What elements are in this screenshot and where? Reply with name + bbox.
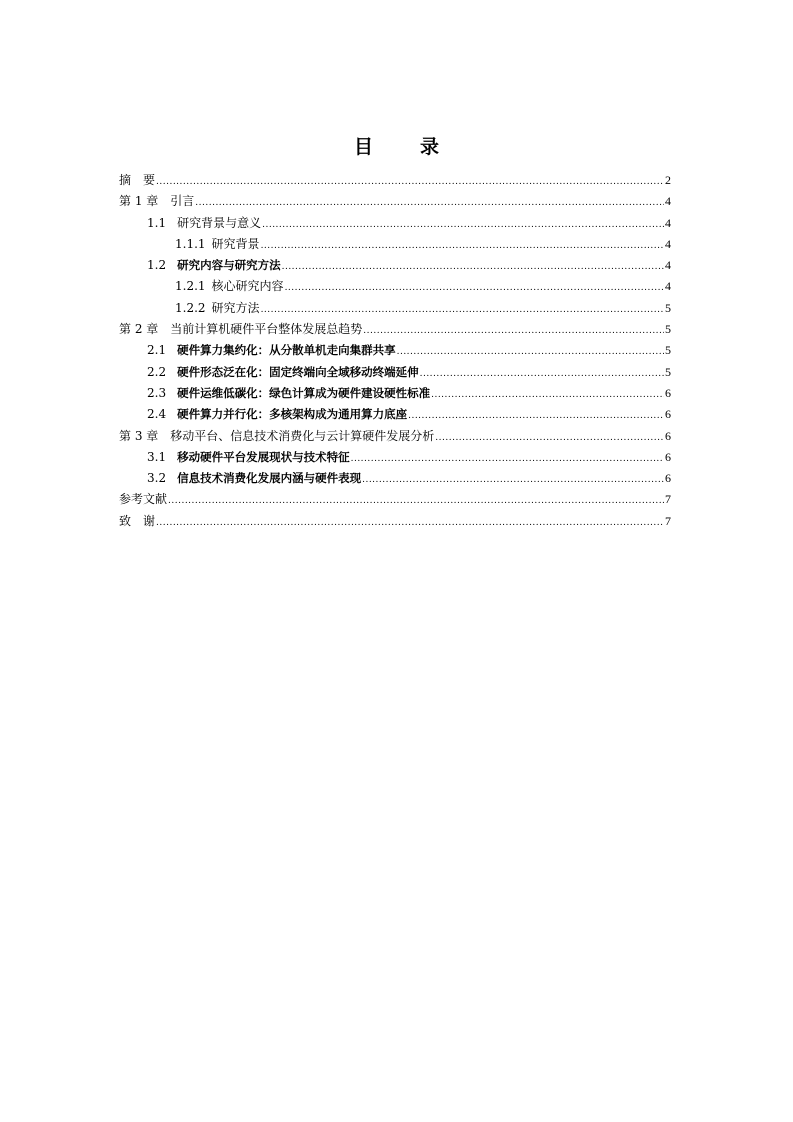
toc-entry-number: 1.2.2 [175, 300, 206, 315]
toc-entry-title: 移动硬件平台发展现状与技术特征 [177, 449, 350, 464]
toc-entry-page-number: 7 [665, 513, 671, 528]
toc-entry-page-number: 5 [665, 343, 671, 358]
toc-dot-leader [351, 449, 664, 470]
toc-title: 目 录 [353, 136, 453, 158]
toc-entry-number: 第 3 章 [119, 428, 159, 443]
toc-entry-number: 第 2 章 [119, 322, 159, 337]
toc-entry-number: 1.1 [147, 215, 167, 230]
toc-entry[interactable] [119, 170, 671, 191]
toc-entry-number: 1.2 [147, 258, 167, 273]
toc-entry-title: 核心研究内容 [211, 279, 284, 294]
toc-entry-number: 2.3 [147, 385, 167, 400]
toc-dot-leader [363, 321, 664, 342]
toc-dot-leader [261, 300, 664, 321]
toc-entry-title: 研究背景与意义 [177, 215, 262, 230]
toc-entry-page-number: 6 [665, 471, 671, 486]
toc-entry-number: 3.1 [147, 449, 167, 464]
toc-entry-page-number: 7 [665, 492, 671, 507]
toc-dot-leader [431, 385, 664, 406]
toc-dot-leader [262, 215, 664, 236]
toc-entry-title: 致 谢 [119, 513, 156, 528]
toc-dot-leader [397, 342, 664, 363]
toc-entry-page-number: 5 [665, 322, 671, 337]
toc-entry-title: 引言 [170, 194, 195, 209]
toc-entry-title: 参考文献 [119, 492, 168, 507]
toc-entry-number: 1.1.1 [175, 236, 206, 251]
toc-entry-page-number: 6 [665, 428, 671, 443]
toc-entry-title: 移动平台、信息技术消费化与云计算硬件发展分析 [170, 428, 435, 443]
toc-entry-page-number: 6 [665, 449, 671, 464]
toc-dot-leader [435, 428, 664, 449]
toc-entry[interactable] [119, 511, 671, 532]
toc-entry-page-number: 4 [665, 194, 671, 209]
toc-entry-title: 摘 要 [119, 173, 156, 187]
toc-entry-number: 第 1 章 [119, 194, 159, 209]
toc-dot-leader [362, 470, 664, 491]
toc-entry[interactable] [119, 276, 671, 297]
toc-entry-title: 硬件形态泛在化：固定终端向全域移动终端延伸 [177, 364, 419, 379]
toc-entry-page-number: 4 [665, 215, 671, 230]
toc-entry-title: 信息技术消费化发展内涵与硬件表现 [177, 471, 362, 486]
table-of-contents [119, 170, 671, 532]
toc-entry[interactable] [119, 319, 671, 340]
toc-entry-page-number: 4 [665, 258, 671, 273]
toc-entry-number: 2.1 [147, 343, 167, 358]
toc-entry-number: 1.2.1 [175, 279, 206, 294]
toc-entry-title: 当前计算机硬件平台整体发展总趋势 [170, 322, 363, 337]
toc-dot-leader [156, 172, 664, 193]
toc-entry[interactable] [119, 404, 671, 425]
toc-entry-page-number: 5 [665, 300, 671, 315]
toc-entry[interactable] [119, 468, 671, 489]
toc-entry[interactable] [119, 340, 671, 361]
toc-dot-leader [408, 406, 664, 427]
toc-dot-leader [285, 278, 664, 299]
toc-entry[interactable] [119, 191, 671, 212]
toc-entry-title: 硬件算力集约化：从分散单机走向集群共享 [177, 343, 396, 358]
toc-dot-leader [282, 257, 664, 278]
toc-entry[interactable] [119, 426, 671, 447]
toc-entry-number: 2.2 [147, 364, 167, 379]
toc-entry[interactable] [119, 213, 671, 234]
toc-entry-page-number: 4 [665, 279, 671, 294]
toc-entry-page-number: 6 [665, 407, 671, 422]
toc-entry-number: 3.2 [147, 471, 167, 486]
toc-entry[interactable] [119, 447, 671, 468]
toc-dot-leader [261, 236, 664, 257]
toc-entry-page-number: 2 [665, 173, 671, 187]
toc-dot-leader [420, 364, 664, 385]
toc-entry-number: 2.4 [147, 407, 167, 422]
toc-dot-leader [156, 513, 664, 534]
toc-dot-leader [195, 193, 664, 214]
toc-entry[interactable] [119, 362, 671, 383]
toc-entry-page-number: 6 [665, 385, 671, 400]
toc-entry[interactable] [119, 489, 671, 510]
toc-entry-page-number: 4 [665, 236, 671, 251]
toc-entry-title: 研究方法 [211, 300, 260, 315]
toc-entry[interactable] [119, 234, 671, 255]
toc-entry[interactable] [119, 255, 671, 276]
toc-entry[interactable] [119, 298, 671, 319]
toc-entry[interactable] [119, 383, 671, 404]
toc-entry-title: 硬件运维低碳化：绿色计算成为硬件建设硬性标准 [177, 385, 431, 400]
toc-entry-title: 研究内容与研究方法 [177, 258, 281, 273]
toc-entry-title: 硬件算力并行化：多核架构成为通用算力底座 [177, 407, 408, 422]
toc-dot-leader [168, 491, 664, 512]
toc-entry-page-number: 5 [665, 364, 671, 379]
toc-entry-title: 研究背景 [211, 236, 260, 251]
